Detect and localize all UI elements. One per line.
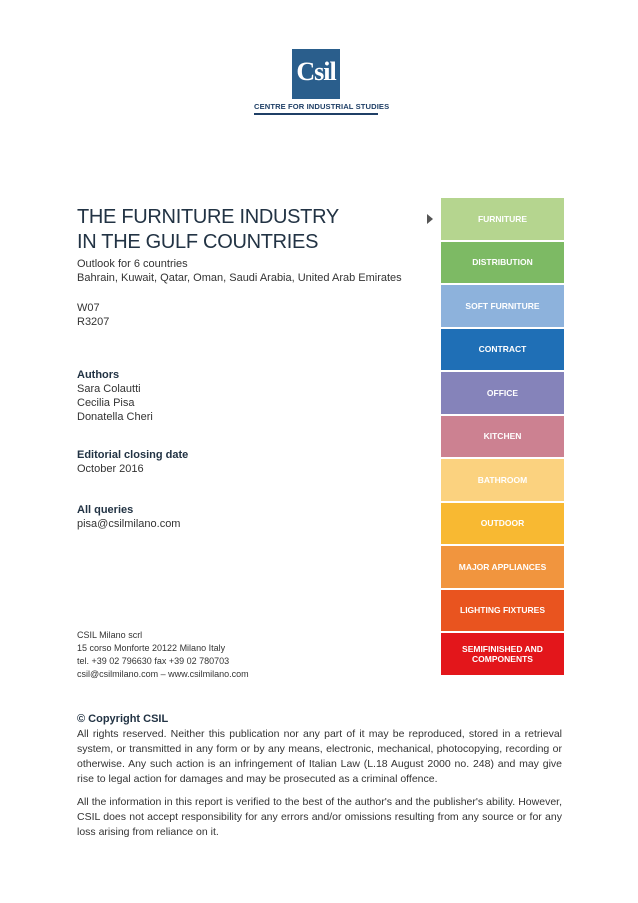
- editorial-date: October 2016: [77, 463, 144, 475]
- subtitle-line-1: Outlook for 6 countries: [77, 258, 188, 270]
- report-code-1: W07: [77, 302, 100, 314]
- category-bathroom[interactable]: BATHROOM: [441, 459, 564, 501]
- subtitle-line-2: Bahrain, Kuwait, Qatar, Oman, Saudi Arabia, United Arab Emirates: [77, 272, 402, 284]
- copyright-title: © Copyright CSIL: [77, 713, 169, 725]
- queries-email[interactable]: pisa@csilmilano.com: [77, 518, 181, 530]
- title-line-1: THE FURNITURE INDUSTRY: [77, 206, 339, 228]
- category-distribution[interactable]: DISTRIBUTION: [441, 242, 564, 284]
- category-major-appliances[interactable]: MAJOR APPLIANCES: [441, 546, 564, 588]
- title-line-2: IN THE GULF COUNTRIES: [77, 231, 319, 253]
- logo-tagline: CENTRE FOR INDUSTRIAL STUDIES: [254, 102, 390, 111]
- editorial-label: Editorial closing date: [77, 449, 189, 461]
- disclaimer-paragraph: All the information in this report is verified to the best of the author's and the publisher's ability. However, CSIL does not accept responsibility for any errors and/or omissions resulting from any source or for any loss arising from reliance on it.: [77, 796, 562, 838]
- contact-address: 15 corso Monforte 20122 Milano Italy: [77, 643, 226, 653]
- contact-company: CSIL Milano scrl: [77, 630, 143, 640]
- contact-web[interactable]: csil@csilmilano.com – www.csilmilano.com: [77, 669, 249, 679]
- queries-label: All queries: [77, 504, 134, 516]
- category-soft-furniture[interactable]: SOFT FURNITURE: [441, 285, 564, 327]
- report-title: [77, 205, 339, 255]
- contact-phone: tel. +39 02 796630 fax +39 02 780703: [77, 656, 230, 666]
- author-name: Donatella Cheri: [77, 411, 153, 423]
- author-name: Cecilia Pisa: [77, 397, 135, 409]
- author-name: Sara Colautti: [77, 383, 141, 395]
- category-kitchen[interactable]: KITCHEN: [441, 416, 564, 458]
- authors-label: Authors: [77, 369, 120, 381]
- category-lighting-fixtures[interactable]: LIGHTING FIXTURES: [441, 590, 564, 632]
- category-office[interactable]: OFFICE: [441, 372, 564, 414]
- current-category-arrow-icon: [427, 214, 433, 224]
- category-furniture[interactable]: FURNITURE: [441, 198, 564, 240]
- report-code-2: R3207: [77, 316, 110, 328]
- csil-logo: [254, 49, 390, 119]
- category-contract[interactable]: CONTRACT: [441, 329, 564, 371]
- category-outdoor[interactable]: OUTDOOR: [441, 503, 564, 545]
- category-sidebar: [441, 198, 564, 677]
- logo-underline: [254, 113, 378, 115]
- category-semifinished-components[interactable]: SEMIFINISHED AND COMPONENTS: [441, 633, 564, 675]
- logo-mark-text: Csil: [296, 57, 336, 86]
- copyright-paragraph: All rights reserved. Neither this publication nor any part of it may be reproduced, stored in a retrieval system, or transmitted in any form or by any means, electronic, mechanical, photocopying, recording or otherwise. Any such action is an infringement of Italian Law (L.18 August 2000 no. 248) and may give rise to legal action for damages and may be prosecuted as a criminal offence.: [77, 728, 562, 785]
